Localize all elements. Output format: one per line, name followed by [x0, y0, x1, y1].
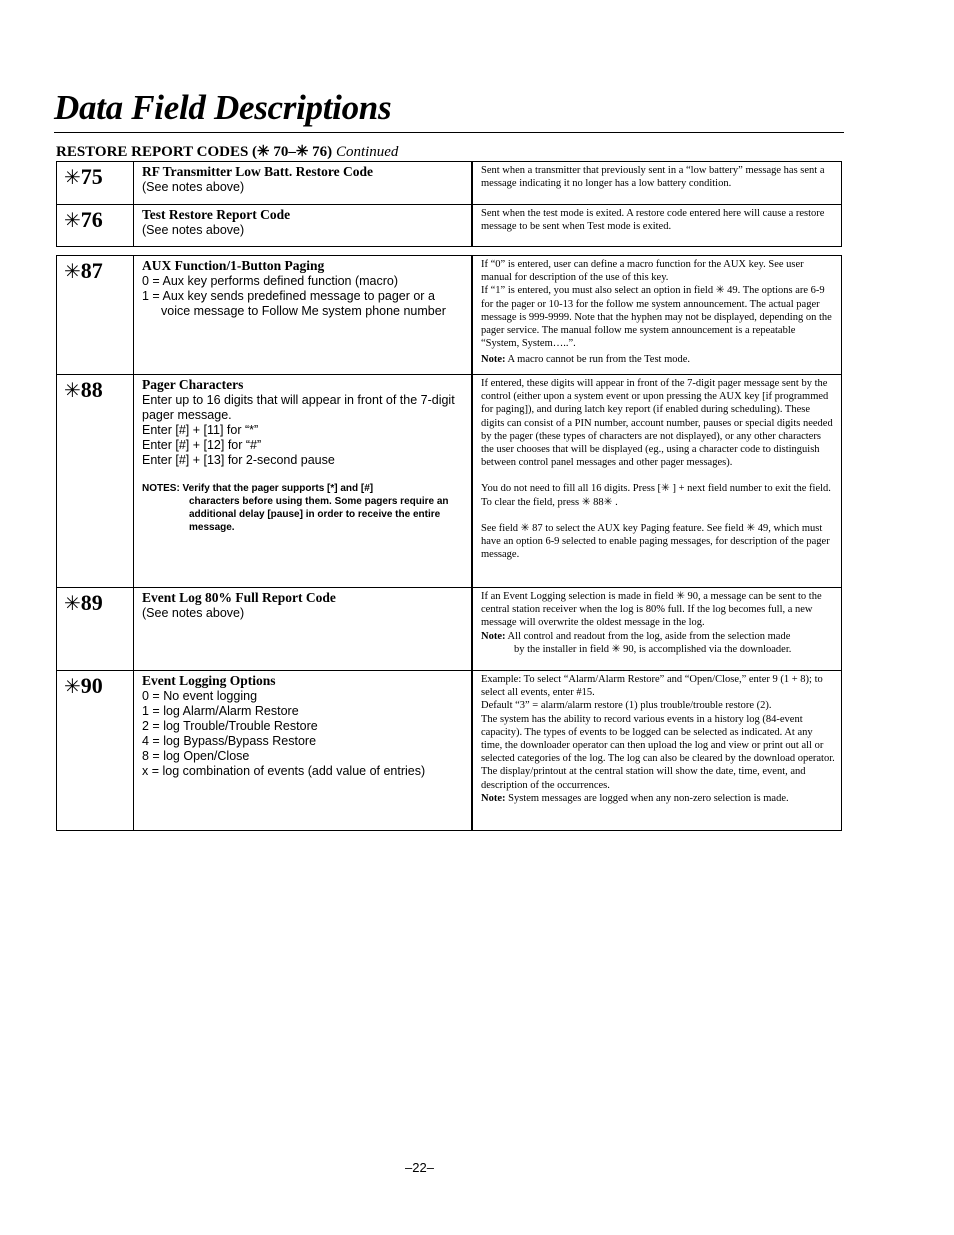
- option-90-4: 4 = log Bypass/Bypass Restore: [142, 734, 317, 748]
- field-name-90: Event Logging Options: [142, 673, 276, 688]
- asterisk-star-icon: ✳: [64, 676, 81, 698]
- field-code-89: ✳89: [57, 588, 134, 671]
- field-code-88: ✳88: [57, 375, 134, 588]
- field-row-90: [57, 671, 842, 831]
- field-desc-76: Sent when the test mode is exited. A restore code entered here will cause a restore message to be sent when Test mode is exited.: [472, 205, 842, 247]
- field-name-cell-75: [134, 162, 473, 205]
- restore-codes-table: [56, 161, 842, 247]
- field-desc-88: If entered, these digits will appear in front of the 7-digit pager message sent by the control (either upon a system event or upon pressing the AUX key [if programmed for paging]), and during latch key report (if enabled during scheduling). These digits can consist of a PIN number, account number, pauses or special digits needed by the pager (these types of characters are not displayed), or any other characters the user chooses that will be displayed (eg., using a character code to distinguish between control panel messages and other pager messages). You do not need to fill all 16 digits. Press [✳ ] + next field number to exit the field. To clear the field, press ✳ 88✳ . See field ✳ 87 to select the AUX key Paging feature. See field ✳ 49, which must have an option 6-9 selected to enable paging messages, for description of the pager message.: [472, 375, 842, 588]
- field-name-88: Pager Characters: [142, 377, 244, 392]
- field-row-76: [57, 205, 842, 247]
- field-name-75: RF Transmitter Low Batt. Restore Code: [142, 164, 373, 179]
- option-90-0: 0 = No event logging: [142, 689, 258, 703]
- field-row-87: [57, 256, 842, 375]
- field-desc-90: Example: To select “Alarm/Alarm Restore” and “Open/Close,” enter 9 (1 + 8); to select all events, enter #15. Default “3” = alarm/alarm restore (1) plus trouble/trouble restore (2). The system has the ability to record various events in a history log (84-event capacity). The types of events to be logged can be selected as indicated. At any time, the downloader operator can then upload the log and view or print out all or selected categories of the log. The log can also be cleared by the download operator. The display/printout at the central station will show the date, time, event, and description of the occurrences. Note: System messages are logged when any non-zero selection is made.: [472, 671, 842, 831]
- pager-notes: NOTES: Verify that the pager supports [*] and [#] characters before using them. Some pagers require an additional delay [pause] in order to receive the entire message.: [142, 483, 449, 533]
- option-90-2: 2 = log Trouble/Trouble Restore: [142, 719, 318, 733]
- section-title: RESTORE REPORT CODES (✳ 70–✳ 76): [56, 144, 333, 160]
- field-desc-75: Sent when a transmitter that previously sent in a “low battery” message has sent a message indicating it no longer has a low battery condition.: [472, 162, 842, 205]
- pager-line-2: Enter [#] + [11] for “*”: [142, 423, 259, 437]
- section-heading: [56, 142, 398, 161]
- pager-line-4: Enter [#] + [13] for 2-second pause: [142, 453, 335, 467]
- title-rule: [54, 132, 844, 133]
- field-row-89: [57, 588, 842, 671]
- field-name-cell-76: [134, 205, 473, 247]
- option-87-1: 1 = Aux key sends predefined message to pager or a: [142, 289, 435, 303]
- field-code-87: ✳87: [57, 256, 134, 375]
- asterisk-star-icon: ✳: [64, 593, 81, 615]
- asterisk-star-icon: ✳: [64, 380, 81, 402]
- field-name-cell-89: [134, 588, 473, 671]
- field-desc-89: If an Event Logging selection is made in field ✳ 90, a message can be sent to the central station receiver when the log is 80% full. If the log becomes full, a new message will overwrite the oldest message in the log. Note: All control and readout from the log, aside from the selection made by the installer in field ✳ 90, is accomplished via the downloader.: [472, 588, 842, 671]
- field-code-75: ✳75: [57, 162, 134, 205]
- asterisk-star-icon: ✳: [64, 210, 81, 232]
- field-sub-75: (See notes above): [142, 180, 245, 194]
- section-continued: Continued: [335, 144, 399, 160]
- field-code-90: ✳90: [57, 671, 134, 831]
- field-desc-87: If “0” is entered, user can define a macro function for the AUX key. See user manual for description of the use of this key. If “1” is entered, you must also select an option in field ✳ 49. The options are 6-9 for the pager or 10-13 for the follow me system announcement. The actual pager message is 999-9999. Note that the hyphen may not be displayed, depending on the pager service. The manual follow me system announcement is a repeatable “System, System…..”. Note: A macro cannot be run from the Test mode.: [472, 256, 842, 375]
- asterisk-star-icon: ✳: [64, 167, 81, 189]
- field-options-table: [56, 255, 842, 831]
- field-name-89: Event Log 80% Full Report Code: [142, 590, 336, 605]
- field-sub-76: (See notes above): [142, 223, 245, 237]
- option-90-8: 8 = log Open/Close: [142, 749, 250, 763]
- field-name-cell-90: [134, 671, 473, 831]
- field-name-cell-88: [134, 375, 473, 588]
- option-87-0: 0 = Aux key performs defined function (macro): [142, 274, 399, 288]
- field-name-cell-87: [134, 256, 473, 375]
- option-87-1-cont: voice message to Follow Me system phone number: [161, 304, 446, 318]
- field-row-88: [57, 375, 842, 588]
- option-90-1: 1 = log Alarm/Alarm Restore: [142, 704, 299, 718]
- pager-line-1: Enter up to 16 digits that will appear in front of the 7-digit pager message.: [142, 393, 455, 422]
- page-title: Data Field Descriptions: [54, 88, 392, 127]
- pager-line-3: Enter [#] + [12] for “#”: [142, 438, 262, 452]
- field-code-76: ✳76: [57, 205, 134, 247]
- field-name-87: AUX Function/1-Button Paging: [142, 258, 325, 273]
- asterisk-star-icon: ✳: [64, 261, 81, 283]
- field-name-76: Test Restore Report Code: [142, 207, 291, 222]
- option-90-x: x = log combination of events (add value of entries): [142, 764, 426, 778]
- field-row-75: [57, 162, 842, 205]
- page-number: –22–: [405, 1160, 434, 1175]
- field-sub-89: (See notes above): [142, 606, 245, 620]
